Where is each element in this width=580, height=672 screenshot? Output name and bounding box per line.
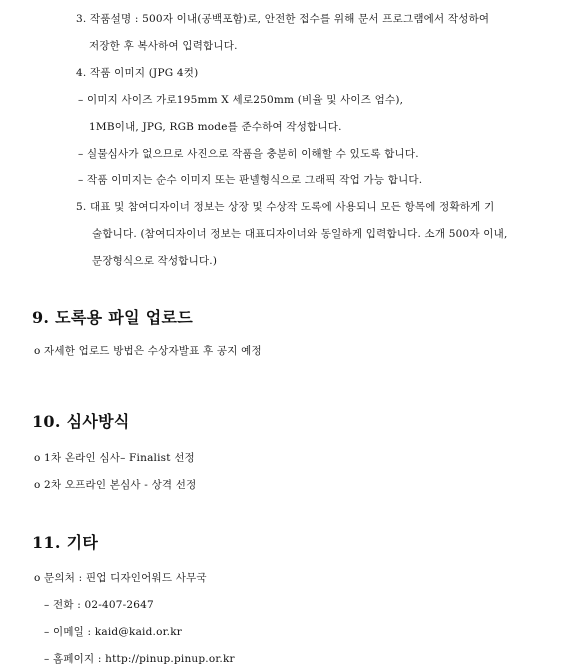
list-item-4: 4. 작품 이미지 (JPG 4컷) — [76, 67, 199, 79]
section-10-bullet-2: o 2차 오프라인 본심사 - 상격 선정 — [34, 479, 197, 491]
list-item-5: 5. 대표 및 참여디자이너 정보는 상장 및 수상작 도록에 사용되니 모든 항목에 정확하게 기 — [76, 201, 495, 213]
list-item-3: 3. 작품설명 : 500자 이내(공백포함)로, 안전한 접수를 위해 문서 프로그램에서 작성하여 — [76, 13, 490, 25]
list-item-5-continuation-1: 술합니다. (참여디자이너 정보는 대표디자이너와 동일하게 입력합니다. 소개 500자 이내, — [92, 228, 508, 240]
list-item-5-continuation-2: 문장형식으로 작성합니다.) — [92, 255, 218, 267]
section-9-bullet: o 자세한 업로드 방법은 수상자발표 후 공지 예정 — [34, 345, 262, 357]
dash-item-image-size-continuation: 1MB이내, JPG, RGB mode를 준수하여 작성합니다. — [89, 121, 342, 133]
contact-phone: – 전화 : 02-407-2647 — [44, 599, 154, 611]
contact-homepage: – 홈페이지 : http://pinup.pinup.or.kr — [44, 653, 235, 665]
dash-item-photo-review: – 실물심사가 없으므로 사진으로 작품을 충분히 이해할 수 있도록 합니다. — [78, 148, 419, 160]
section-10-heading: 10. 심사방식 — [32, 412, 130, 431]
list-item-3-continuation: 저장한 후 복사하여 입력합니다. — [89, 40, 238, 52]
section-10-bullet-1: o 1차 온라인 심사– Finalist 선정 — [34, 452, 195, 464]
contact-email: – 이메일 : kaid@kaid.or.kr — [44, 626, 182, 638]
section-11-bullet-contact: o 문의처 : 핀업 디자인어워드 사무국 — [34, 572, 207, 584]
section-9-heading: 9. 도록용 파일 업로드 — [32, 308, 193, 327]
dash-item-image-size: – 이미지 사이즈 가로195mm X 세로250mm (비율 및 사이즈 엄수), — [78, 94, 404, 106]
section-11-heading: 11. 기타 — [32, 533, 99, 552]
dash-item-panel-format: – 작품 이미지는 순수 이미지 또는 판넬형식으로 그래픽 작업 가능 합니다. — [78, 174, 423, 186]
